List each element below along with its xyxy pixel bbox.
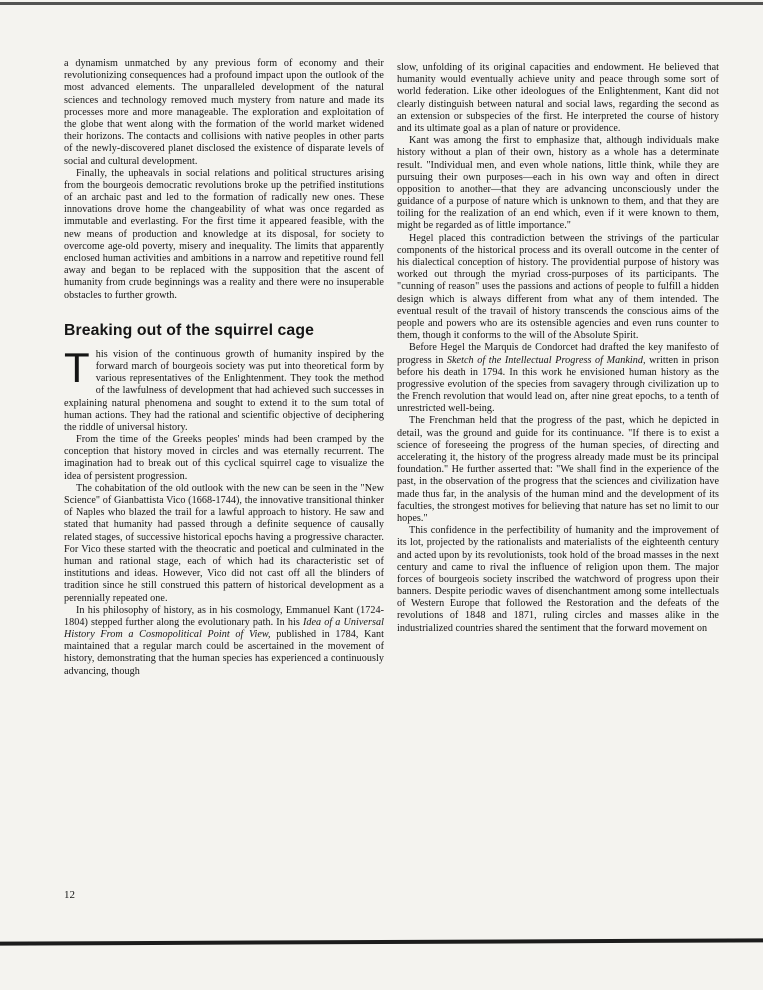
paragraph-text: his vision of the continuous growth of humanity inspired by the forward march of bourgeois society was put into theoretical form by various representatives of the Enlightenment. They took the method of the lawfulness of development that had achieved such successes in explaining natural phenomena and sought to extend it to the sum total of human actions. They had the rational and scientific objective of deciphering the riddle of universal history. (64, 348, 384, 433)
paragraph (64, 343, 384, 434)
right-column (397, 62, 719, 635)
section-heading: Breaking out of the squirrel cage (64, 321, 314, 339)
paragraph: This confidence in the perfectibility of humanity and the improvement of its lot, projected by the rationalists and materialists of the eighteenth century and acted upon by its revolutionists, took hold of the broad masses in the next century and came to rival the influence of religion upon them. The major forces of bourgeois society inscribed the watchword of progress upon their banners. Despite periodic waves of disenchantment among some intellectuals of Western Europe that followed the Restoration and the defeats of the revolutions of 1848 and 1871, ruling circles and masses alike in the industrialized countries shared the sentiment that the forward movement on (397, 525, 719, 634)
paragraph (64, 605, 384, 678)
paragraph-text: written in prison before his death in 1794. In this work he envisioned human history as the progressive evolution of the species from savagery through civilization up to the French revolution that would lead on, after nine great epochs, to a tenth of unrestricted well-being. (397, 354, 719, 415)
paragraph-text: In his philosophy of history, as in his cosmology, Emmanuel Kant (1724-1804) stepped further along the evolutionary path. In his (64, 604, 384, 628)
paragraph (397, 342, 719, 415)
paragraph: Finally, the upheavals in social relations and political structures arising from the bourgeois democratic revolutions broke up the petrified institutions of an archaic past and led to the formation of radically new ones. These innovations drove home the changeability of what was once regarded as immutable and everlasting. For the first time it appeared feasible, with the new means of production and knowledge at its disposal, for society to overcome age-old poverty, misery and inequality. The limits that apparently enclosed human activities and ambitions in a narrow and repetitive round fell away and began to be replaced with the supposition that the ascent of humanity from crude beginnings was a reality and there were no insuperable obstacles to further growth. (64, 167, 384, 301)
paragraph-text: published in 1784, Kant maintained that a regular march could be ascertained in the movement of history, demonstrating that the human species has experienced a continuously advancing, though (64, 629, 384, 677)
drop-cap: T (64, 343, 90, 391)
top-rule (0, 2, 763, 5)
paragraph-text: Before Hegel the Marquis de Condorcet had drafted the key manifesto of progress in (397, 342, 719, 366)
left-column (64, 58, 384, 678)
page-number: 12 (64, 889, 75, 901)
paragraph: Hegel placed this contradiction between the strivings of the particular components of the historical process and its overall outcome in the center of his dialectical conception of history. The providential purpose of history was worked out through the myriad cross-purposes of its participants. The "cunning of reason" uses the passions and actions of people to fulfill a hidden design which is always different from what any of them intended. The eventual result of the travail of history transcends the conscious aims of the people and powers who are its ostensible agencies and even runs counter to them, though it conforms to the will of the Absolute Spirit. (397, 232, 719, 342)
paragraph: From the time of the Greeks peoples' minds had been cramped by the conception that history moved in circles and was eternally recurrent. The imagination had to break out of this cyclical squirrel cage to visualize the idea of persistent progression. (64, 434, 384, 482)
paragraph: Kant was among the first to emphasize that, although individuals make history without a plan of their own, history as a whole has a determinate result. "Individual men, and even whole nations, little think, while they are pursuing their own purposes—each in his own way and often in direct opposition to another—that they are advancing unconsciously under the guidance of a purpose of nature which is unknown to them, and that they are toiling for the realization of an end which, even if it were known to them, might be regarded as of little importance." (397, 135, 719, 232)
bottom-rule (0, 938, 763, 945)
paragraph: a dynamism unmatched by any previous form of economy and their revolutionizing consequences had a profound impact upon the outlook of the most advanced elements. The unparalleled development of the natural sciences and technology removed much mystery from nature and made its processes more and more manageable. The exploration and exploitation of the globe that went along with the formation of the world market widened their horizons. The contacts and collisions with native peoples in other parts of the newly-discovered planet disclosed the existence of disparate levels of social and cultural development. (64, 58, 384, 167)
paragraph: The cohabitation of the old outlook with the new can be seen in the "New Science" of Gianbattista Vico (1668-1744), the innovative transitional thinker of Naples who blazed the trail for a lawful approach to history. He saw and stated that humanity had passed through a definite sequence of causally related stages, of successive historical epochs having a progressive character. For Vico these started with the theocratic and poetical and culminated in the human and rational stage, each of which had its characteristic set of institutions and ideas. However, Vico did not cast off all the blinders of tradition since he still construed this pattern of historical development as a perennially repeated one. (64, 482, 384, 604)
book-title: Idea of a Universal History From a Cosmopolitical Point of View, (64, 616, 384, 641)
paragraph: The Frenchman held that the progress of the past, which he depicted in detail, was the ground and guide for its continuance. "If there is to exist a science of foreseeing the progress of the human species, of directing and accelerating it, the history of the progress already made must be its principal foundation." He further asserted that: "We shall find in the experience of the past, in the observation of the progress that the sciences and civilization have made thus far, in the analysis of the human mind and the development of its faculties, the strongest motives for believing that nature has set no limit to our hopes." (397, 415, 719, 524)
book-title: Sketch of the Intellectual Progress of Mankind, (446, 354, 646, 366)
paragraph: slow, unfolding of its original capacities and endowment. He believed that humanity would eventually achieve unity and peace through some sort of world federation. Like other ideologues of the Enlightenment, Kant did not clearly distinguish between natural and social laws, regarding the second as an extension or subspecies of the first. He interpreted the course of history and its ultimate goal as a plan of nature or providence. (397, 62, 719, 134)
